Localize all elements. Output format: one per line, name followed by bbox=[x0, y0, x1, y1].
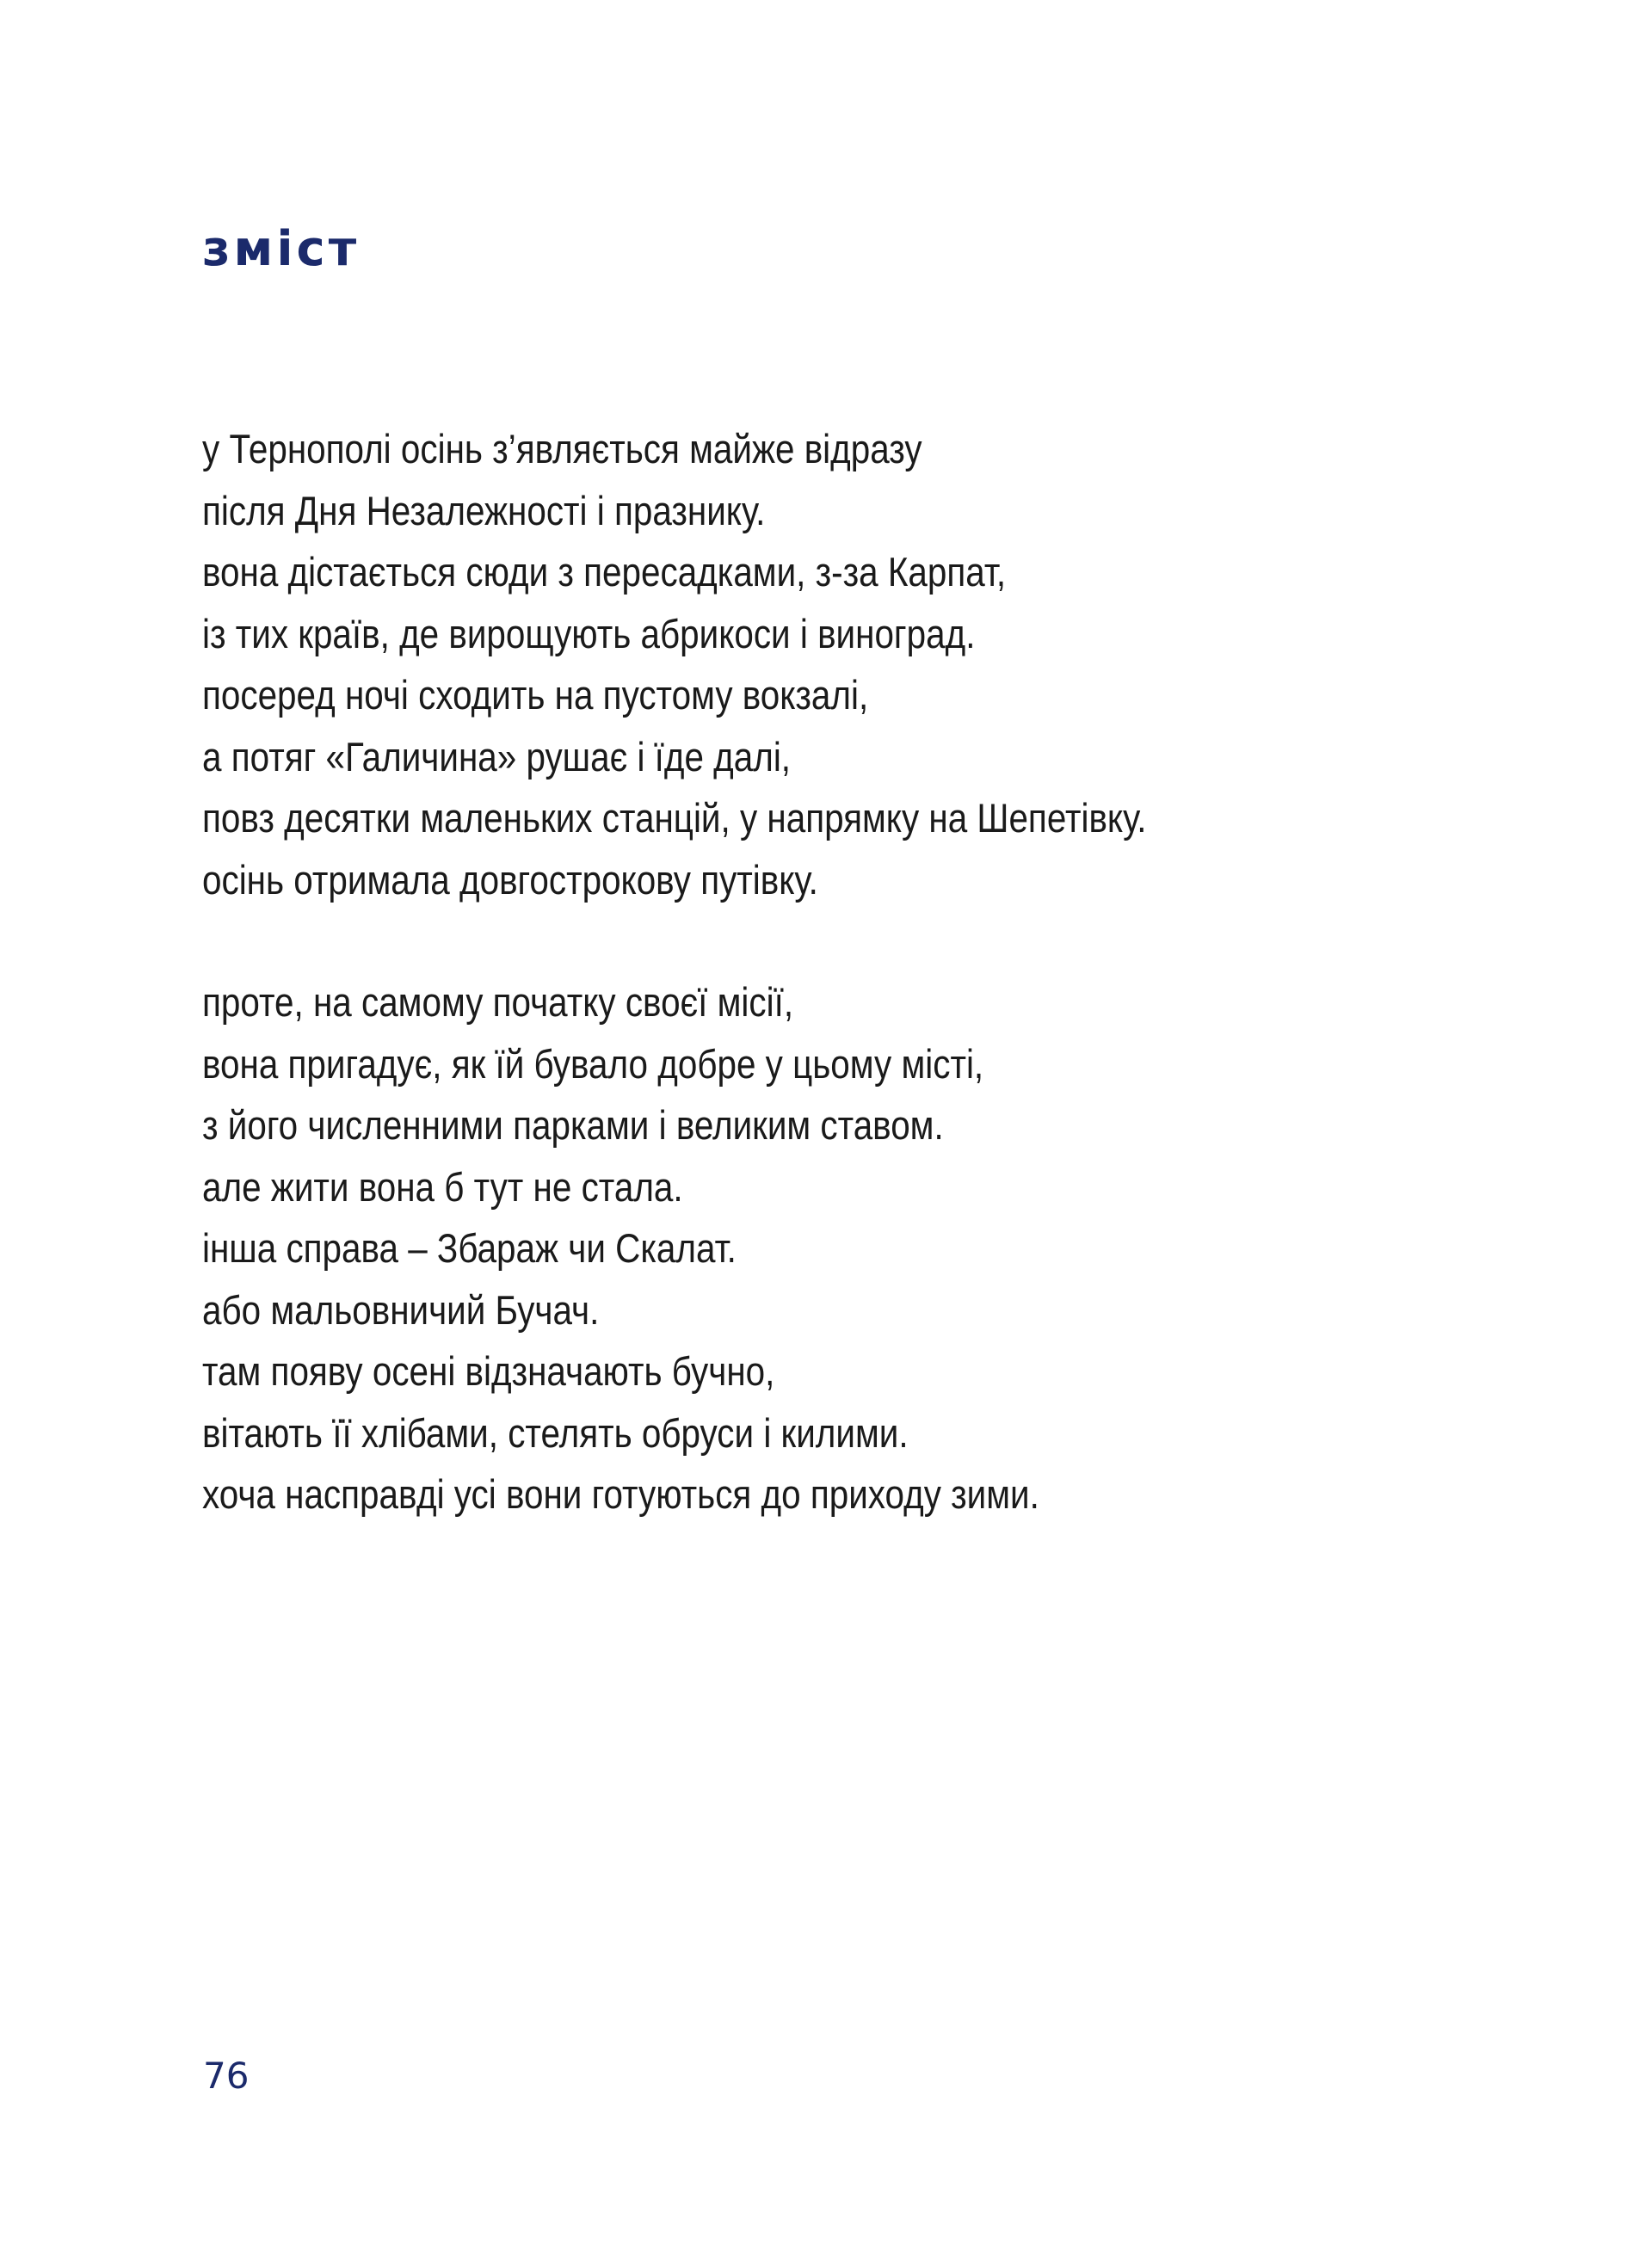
poem-line: там появу осені відзначають бучно, bbox=[202, 1348, 775, 1394]
poem-line: після Дня Незалежності і празнику. bbox=[202, 487, 766, 533]
poem-line: осінь отримала довгострокову путівку. bbox=[202, 856, 818, 903]
poem-line: у Тернополі осінь з’являється майже відразу bbox=[202, 426, 922, 471]
poem-line: вона пригадує, як їй бувало добре у цьому місті, bbox=[202, 1040, 984, 1087]
stanza-1 bbox=[202, 418, 1579, 910]
poem-line: хоча насправді усі вони готуються до приходу зими. bbox=[202, 1471, 1039, 1517]
poem-body bbox=[202, 418, 1579, 1525]
poem-line: проте, на самому початку своєї місії, bbox=[202, 979, 794, 1025]
page-number: 76 bbox=[203, 2055, 250, 2097]
poem-line: а потяг «Галичина» рушає і їде далі, bbox=[202, 733, 792, 780]
poem-line: повз десятки маленьких станцій, у напрямку на Шепетівку. bbox=[202, 795, 1147, 841]
poem-line: посеред ночі сходить на пустому вокзалі, bbox=[202, 672, 869, 718]
poem-line: з його численними парками і великим ставом. bbox=[202, 1102, 944, 1148]
poem-line: вона дістається сюди з пересадками, з-за Карпат, bbox=[202, 549, 1007, 595]
poem-line: із тих країв, де вирощують абрикоси і виноград. bbox=[202, 610, 976, 656]
poem-line: але жити вона б тут не стала. bbox=[202, 1163, 683, 1210]
stanza-2 bbox=[202, 971, 1579, 1525]
poem-line: вітають її хлібами, стелять обруси і килими. bbox=[202, 1409, 909, 1456]
poem-line: інша справа – Збараж чи Скалат. bbox=[202, 1225, 737, 1271]
page-title: зміст bbox=[202, 221, 361, 277]
poem-line: або мальовничий Бучач. bbox=[202, 1286, 600, 1333]
